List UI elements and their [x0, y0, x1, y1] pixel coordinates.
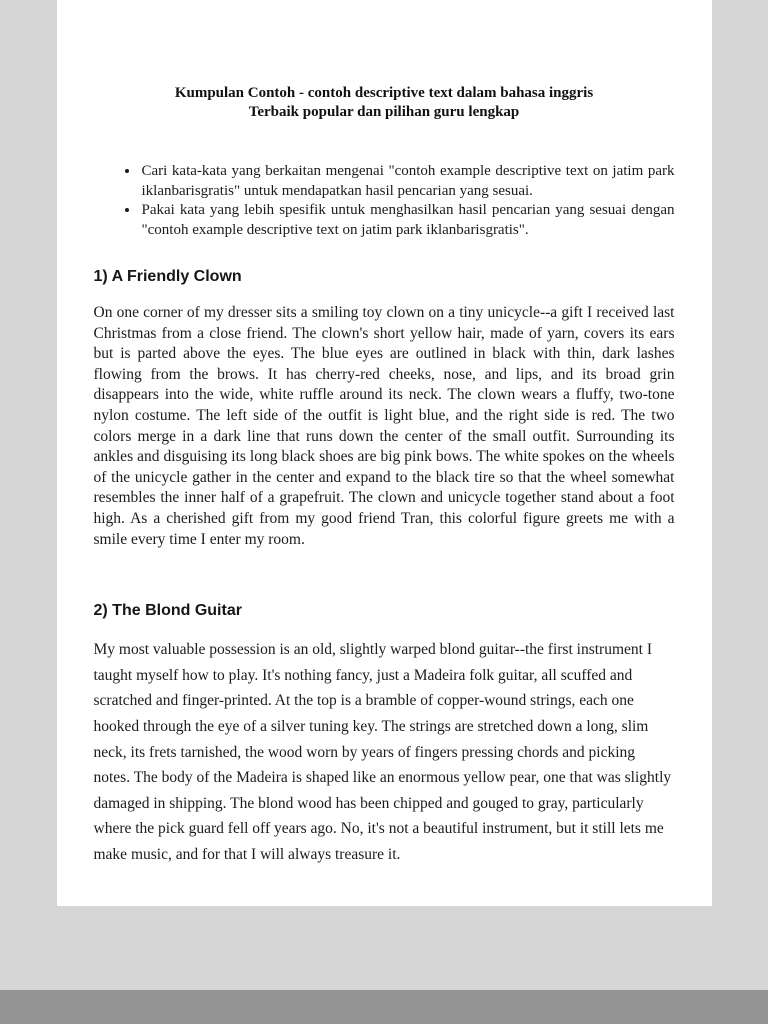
bullet-item: • Pakai kata yang lebih spesifik untuk menghasilkan hasil pencarian yang sesuai dengan "contoh example descriptive text on jatim park iklanbarisgratis". — [140, 201, 675, 240]
section-heading-blond-guitar: 2) The Blond Guitar — [93, 602, 242, 620]
bullet-item: • Cari kata-kata yang berkaitan mengenai "contoh example descriptive text on jatim park iklanbarisgratis" untuk mendapatkan hasil pencarian yang sesuai. — [140, 162, 675, 201]
document-title-line-1: Kumpulan Contoh - contoh descriptive text dalam bahasa inggris — [174, 85, 594, 101]
section-body-friendly-clown: On one corner of my dresser sits a smiling toy clown on a tiny unicycle--a gift I received last Christmas from a close friend. The clown's short yellow hair, made of yarn, covers its ears but is parted above the eyes. The blue eyes are outlined in black with thin, dark lashes flowing from the brows. It has cherry-red cheeks, nose, and lips, and its broad grin disappears into the wide, white ruffle around its neck. The clown wears a fluffy, two-tone nylon costume. The left side of the outfit is light blue, and the right side is red. The two colors merge in a dark line that runs down the center of the small outfit. Surrounding its ankles and disguising its long black shoes are big pink bows. The white spokes on the wheels of the unicycle gather in the center and expand to the black tire so that the wheel somewhat resembles the inner half of a grapefruit. The clown and unicycle together stand about a foot high. As a cherished gift from my good friend Tran, this colorful figure greets me with a smile every time I enter my room. — [93, 304, 675, 548]
tips-bullet-list — [94, 162, 675, 240]
document-title — [94, 84, 675, 122]
document-page — [57, 0, 712, 906]
section-heading-friendly-clown: 1) A Friendly Clown — [93, 268, 242, 285]
document-title-line-2: Terbaik popular dan pilihan guru lengkap — [248, 104, 520, 120]
viewer-footer-bar — [0, 990, 768, 1024]
section-body-blond-guitar: My most valuable possession is an old, slightly warped blond guitar--the first instrument I taught myself how to play. It's nothing fancy, just a Madeira folk guitar, all scuffed and scratched and finger-printed. At the top is a bramble of copper-wound strings, each one hooked through the eye of a silver tuning key. The strings are stretched down a long, slim neck, its frets tarnished, the wood worn by years of fingers pressing chords and picking notes. The body of the Madeira is shaped like an enormous yellow pear, one that was slightly damaged in shipping. The blond wood has been chipped and gouged to gray, particularly where the pick guard fell off years ago. No, it's not a beautiful instrument, but it still lets me make music, and for that I will always treasure it. — [93, 641, 672, 863]
